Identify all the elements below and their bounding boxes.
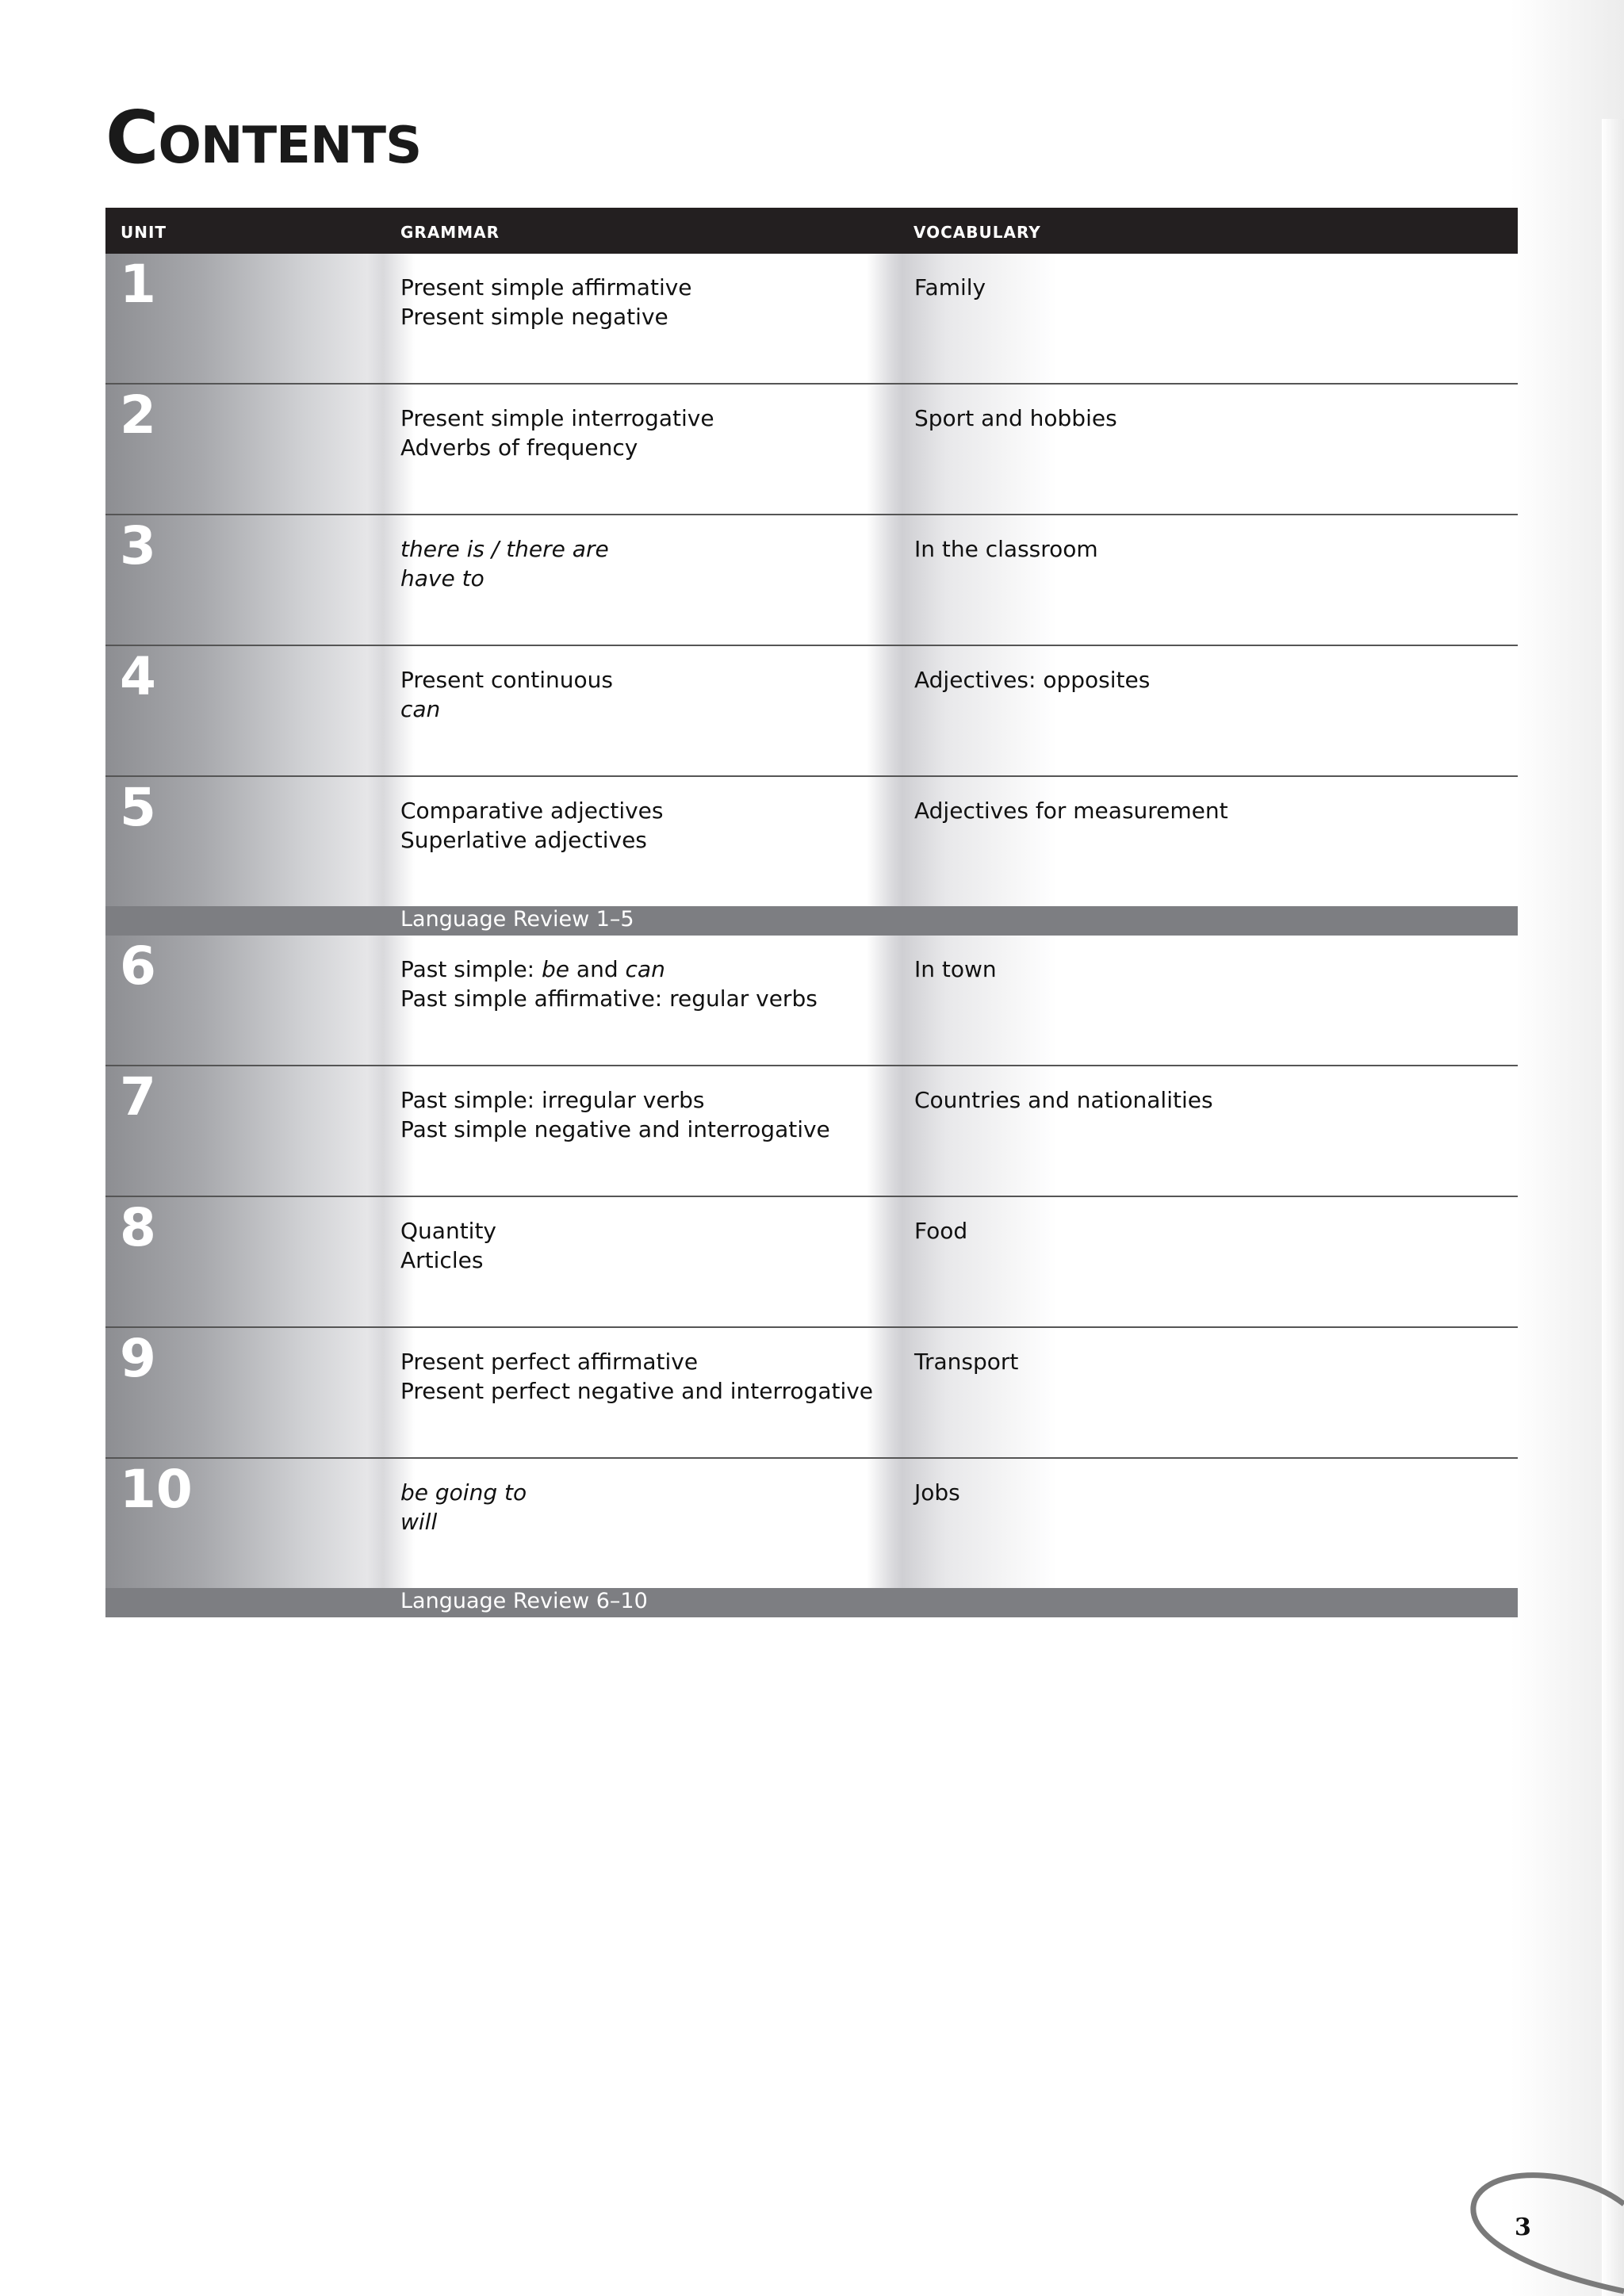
unit-number: 2 bbox=[120, 385, 156, 446]
unit-number: 9 bbox=[120, 1328, 156, 1389]
grammar-text: Past simple: bbox=[400, 956, 535, 982]
grammar-text: can bbox=[625, 956, 665, 982]
language-review-bar bbox=[105, 1588, 1518, 1617]
grammar-line: Past simple negative and interrogative bbox=[400, 1116, 830, 1142]
unit-row bbox=[105, 1066, 1518, 1197]
vocabulary-cell: Adjectives: opposites bbox=[914, 667, 1151, 693]
unit-row bbox=[105, 385, 1518, 515]
grammar-line: Present continuous bbox=[400, 667, 613, 693]
grammar-cell bbox=[400, 1478, 527, 1536]
page-corner-swoosh bbox=[1459, 2172, 1624, 2296]
vocabulary-cell: Family bbox=[914, 274, 986, 300]
grammar-cell bbox=[400, 955, 818, 1013]
grammar-line: Present perfect affirmative bbox=[400, 1349, 699, 1375]
header-grammar: GRAMMAR bbox=[400, 223, 500, 242]
contents-table bbox=[105, 208, 1518, 1617]
grammar-line: Quantity bbox=[400, 1218, 496, 1244]
grammar-line: Past simple: irregular verbs bbox=[400, 1087, 705, 1113]
unit-row bbox=[105, 1459, 1518, 1588]
grammar-line: there is / there are bbox=[400, 536, 609, 562]
unit-row bbox=[105, 1328, 1518, 1459]
vocabulary-cell: In the classroom bbox=[914, 536, 1098, 562]
grammar-line: Present simple affirmative bbox=[400, 274, 692, 300]
unit-number: 1 bbox=[120, 254, 156, 315]
page-edge-shading bbox=[1602, 119, 1624, 2296]
grammar-line: have to bbox=[400, 565, 485, 591]
unit-number: 8 bbox=[120, 1197, 156, 1258]
vocabulary-cell: Countries and nationalities bbox=[914, 1087, 1213, 1113]
vocabulary-cell: Sport and hobbies bbox=[914, 405, 1117, 431]
unit-number: 4 bbox=[120, 646, 156, 707]
unit-number: 3 bbox=[120, 515, 156, 576]
unit-row bbox=[105, 936, 1518, 1066]
grammar-line bbox=[400, 955, 818, 984]
vocabulary-cell: Adjectives for measurement bbox=[914, 798, 1228, 824]
grammar-line: can bbox=[400, 696, 441, 722]
page-number: 3 bbox=[1515, 2214, 1531, 2241]
header-unit: UNIT bbox=[121, 223, 167, 242]
grammar-line: Adverbs of frequency bbox=[400, 434, 638, 461]
unit-row bbox=[105, 515, 1518, 646]
language-review-label: Language Review 6–10 bbox=[400, 1589, 648, 1613]
unit-number: 6 bbox=[120, 936, 156, 997]
unit-row bbox=[105, 254, 1518, 385]
grammar-text: and bbox=[576, 956, 619, 982]
grammar-cell bbox=[400, 534, 609, 593]
grammar-line: be going to bbox=[400, 1479, 527, 1506]
vocabulary-cell: Jobs bbox=[914, 1479, 960, 1506]
unit-number: 10 bbox=[120, 1459, 193, 1520]
grammar-line: Articles bbox=[400, 1247, 484, 1273]
language-review-label: Language Review 1–5 bbox=[400, 907, 634, 932]
unit-row bbox=[105, 1197, 1518, 1328]
grammar-line: Comparative adjectives bbox=[400, 798, 664, 824]
unit-number: 7 bbox=[120, 1066, 156, 1127]
grammar-cell bbox=[400, 1085, 830, 1144]
vocabulary-cell: Transport bbox=[914, 1349, 1019, 1375]
language-review-bar bbox=[105, 906, 1518, 936]
unit-row bbox=[105, 777, 1518, 906]
page-title: Contents bbox=[105, 95, 422, 180]
unit-number: 5 bbox=[120, 777, 156, 838]
grammar-line: will bbox=[400, 1509, 438, 1535]
grammar-cell bbox=[400, 273, 692, 331]
grammar-line: Present simple interrogative bbox=[400, 405, 714, 431]
grammar-cell bbox=[400, 796, 664, 855]
grammar-text: be bbox=[542, 956, 570, 982]
grammar-cell bbox=[400, 1216, 496, 1275]
vocabulary-cell: In town bbox=[914, 956, 997, 982]
grammar-line: Superlative adjectives bbox=[400, 827, 647, 853]
table-header bbox=[105, 208, 1518, 254]
grammar-cell bbox=[400, 665, 613, 724]
grammar-line: Present perfect negative and interrogative bbox=[400, 1378, 874, 1404]
grammar-cell bbox=[400, 1347, 873, 1406]
grammar-line: Past simple affirmative: regular verbs bbox=[400, 985, 818, 1012]
grammar-cell bbox=[400, 404, 714, 462]
header-vocabulary: VOCABULARY bbox=[914, 223, 1041, 242]
grammar-line: Present simple negative bbox=[400, 304, 668, 330]
unit-row bbox=[105, 646, 1518, 777]
vocabulary-cell: Food bbox=[914, 1218, 968, 1244]
